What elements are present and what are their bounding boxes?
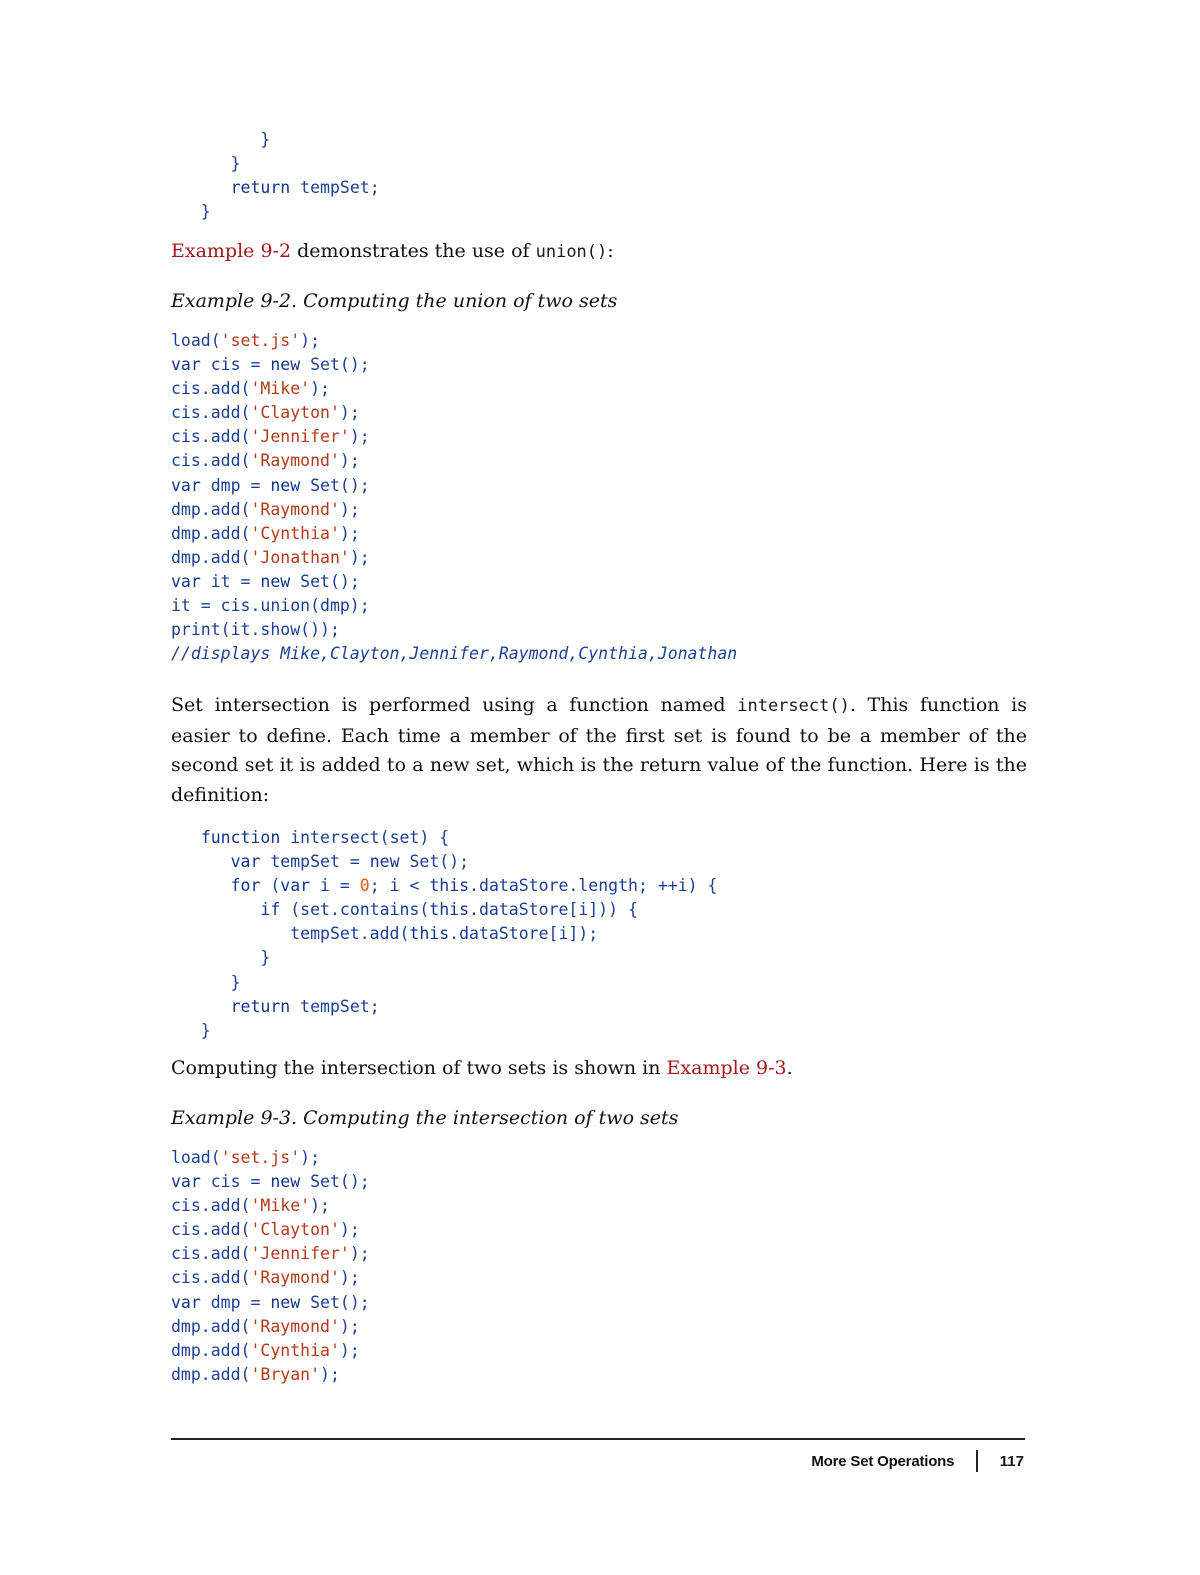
code-token: this xyxy=(429,900,470,920)
code-token: for xyxy=(230,876,261,896)
code-token: 'set.js' xyxy=(220,331,301,350)
code-token: var xyxy=(171,355,201,375)
code-token xyxy=(171,900,260,919)
code-line xyxy=(171,425,737,449)
code-token: ); xyxy=(310,379,330,399)
code-token: ); xyxy=(339,403,360,423)
code-block-intersect-definition xyxy=(171,826,717,1043)
code-token: ); xyxy=(320,1364,340,1384)
caption-example-9-2: Example 9-2. Computing the union of two sets xyxy=(171,290,618,312)
code-token: i = xyxy=(310,876,360,896)
code-token: var xyxy=(280,876,311,896)
code-block-example-9-2 xyxy=(171,329,737,666)
code-line xyxy=(171,850,717,874)
code-token: 'Raymond' xyxy=(250,1268,340,1288)
inline-code-union: union() xyxy=(535,242,608,262)
code-token: var xyxy=(171,1292,201,1312)
code-line xyxy=(171,329,737,353)
code-token: function xyxy=(200,828,281,847)
code-token: this xyxy=(409,924,450,944)
code-token: new xyxy=(369,852,400,872)
paragraph-text-end: : xyxy=(607,240,614,262)
code-token: 'Jennifer' xyxy=(250,1244,350,1264)
code-line xyxy=(171,594,737,618)
code-token: Set(); xyxy=(300,1292,370,1312)
code-line xyxy=(171,946,717,970)
code-token: Set(); xyxy=(300,475,370,495)
code-token: 'Raymond' xyxy=(250,451,340,471)
page-number: 117 xyxy=(999,1452,1024,1470)
code-token xyxy=(171,828,201,847)
code-token xyxy=(171,997,231,1016)
inline-code-intersect: intersect() xyxy=(737,696,850,716)
cross-reference-example-9-3[interactable]: Example 9-3 xyxy=(666,1057,787,1079)
code-token: cis.add( xyxy=(171,451,251,471)
code-token: cis.add( xyxy=(171,379,251,399)
code-token: dmp.add( xyxy=(171,1340,251,1360)
code-token: dmp.add( xyxy=(171,523,251,543)
code-token: 'Jennifer' xyxy=(250,427,350,447)
code-token: ); xyxy=(349,547,370,567)
code-line xyxy=(171,1242,370,1266)
code-line xyxy=(171,474,737,498)
code-token: ; i < xyxy=(369,876,430,896)
code-token: ); xyxy=(300,331,321,350)
code-token xyxy=(171,852,231,871)
code-line xyxy=(171,1019,717,1043)
code-token: tempSet; xyxy=(290,996,380,1016)
code-token: Set(); xyxy=(290,571,360,591)
footer-divider xyxy=(976,1450,978,1472)
code-token: tempSet.add( xyxy=(171,924,410,944)
paragraph-union-intro xyxy=(171,240,1027,262)
code-token: Set(); xyxy=(300,355,370,375)
code-line xyxy=(171,618,737,642)
code-token: var xyxy=(171,571,201,591)
code-token: ); xyxy=(349,1244,370,1264)
code-token: ); xyxy=(339,499,360,519)
code-token: dmp.add( xyxy=(171,499,251,519)
code-token: ); xyxy=(339,1268,360,1288)
code-token: it = xyxy=(200,571,261,591)
paragraph-text-rest: . This function is easier to define. Each time a member of the first set is found to be a member of the second set it is added to a new set, which is the return value of the function. Here is the definition: xyxy=(171,694,1027,807)
code-token: intersect(set) { xyxy=(280,828,450,847)
code-line xyxy=(171,353,737,377)
code-line xyxy=(171,922,717,946)
code-line xyxy=(171,642,737,666)
code-token: ); xyxy=(339,1340,360,1360)
paragraph-intersect-example xyxy=(171,1057,1027,1079)
code-token: ); xyxy=(300,1148,321,1167)
code-token: return xyxy=(230,996,291,1016)
code-line xyxy=(171,1339,370,1363)
code-token: if xyxy=(260,900,281,920)
code-line xyxy=(171,498,737,522)
footer-rule xyxy=(171,1438,1025,1440)
code-line xyxy=(171,971,717,995)
code-token: var xyxy=(171,475,201,495)
code-token: } xyxy=(171,972,241,992)
code-token: dmp.add( xyxy=(171,1364,251,1384)
code-line xyxy=(171,1266,370,1290)
code-line xyxy=(171,874,717,898)
code-line xyxy=(171,995,717,1019)
code-line xyxy=(171,1363,370,1387)
code-line xyxy=(171,1194,370,1218)
code-token: new xyxy=(260,571,291,591)
code-line xyxy=(171,176,380,200)
code-line xyxy=(171,1291,370,1315)
code-token: } xyxy=(171,202,211,222)
caption-example-9-3: Example 9-3. Computing the intersection of two sets xyxy=(171,1107,679,1129)
code-line xyxy=(171,152,380,176)
code-token: cis.add( xyxy=(171,1244,251,1264)
code-token: var xyxy=(230,852,261,872)
code-line xyxy=(171,1146,370,1170)
code-line xyxy=(171,1170,370,1194)
code-line xyxy=(171,570,737,594)
code-token: var xyxy=(171,1172,201,1192)
code-line xyxy=(171,200,380,224)
paragraph-text: Computing the intersection of two sets is shown in xyxy=(171,1057,667,1079)
code-token: cis.add( xyxy=(171,403,251,423)
cross-reference-example-9-2[interactable]: Example 9-2 xyxy=(171,240,292,262)
code-token: 'Clayton' xyxy=(250,1220,340,1240)
code-token: ); xyxy=(339,1316,360,1336)
code-token: tempSet = xyxy=(260,852,370,872)
code-line xyxy=(171,401,737,425)
code-block-example-9-3 xyxy=(171,1146,370,1387)
code-token: 'Cynthia' xyxy=(250,523,340,543)
code-block-union-tail xyxy=(171,128,380,224)
code-token: .dataStore.length; ++i) { xyxy=(469,876,718,896)
code-token: .dataStore[i])) { xyxy=(469,900,638,920)
code-token: ); xyxy=(349,427,370,447)
code-token: } xyxy=(171,154,241,174)
code-line xyxy=(171,522,737,546)
code-token: return xyxy=(230,178,291,198)
code-line xyxy=(171,898,717,922)
code-token: ); xyxy=(339,451,360,471)
code-token: (set.contains( xyxy=(280,900,430,920)
code-token: dmp.add( xyxy=(171,1316,251,1336)
code-token: this xyxy=(429,876,470,896)
code-token: new xyxy=(270,355,301,375)
code-token: } xyxy=(171,1020,211,1040)
code-token: ); xyxy=(339,1220,360,1240)
code-token: 'Raymond' xyxy=(250,1316,340,1336)
code-token: } xyxy=(171,948,271,968)
code-line xyxy=(171,1315,370,1339)
code-token: new xyxy=(270,1172,301,1192)
code-line xyxy=(171,449,737,473)
code-token: tempSet; xyxy=(290,178,380,198)
code-token: new xyxy=(270,1292,301,1312)
code-token: 'set.js' xyxy=(220,1148,301,1167)
code-token: Set(); xyxy=(399,852,470,872)
code-token: dmp.add( xyxy=(171,547,251,567)
code-token: 'Raymond' xyxy=(250,499,340,519)
code-token: ); xyxy=(339,523,360,543)
code-token: load( xyxy=(171,331,221,350)
code-token: it = cis.union(dmp); xyxy=(171,596,370,616)
code-token: .dataStore[i]); xyxy=(449,924,599,944)
code-line xyxy=(171,128,380,152)
code-token: 'Cynthia' xyxy=(250,1340,340,1360)
code-token: //displays Mike,Clayton,Jennifer,Raymond,Cynthia,Jonathan xyxy=(171,644,738,664)
code-token: } xyxy=(171,130,271,149)
code-token: print(it.show()); xyxy=(171,620,340,640)
code-token xyxy=(171,178,231,197)
code-token: 'Bryan' xyxy=(250,1364,321,1384)
code-token: ); xyxy=(310,1196,330,1216)
code-token: 'Jonathan' xyxy=(250,547,350,567)
code-token: Set(); xyxy=(300,1172,370,1192)
code-token: new xyxy=(270,475,301,495)
code-token: cis.add( xyxy=(171,1196,251,1216)
paragraph-text: demonstrates the use of xyxy=(291,240,536,262)
code-token xyxy=(171,876,231,895)
code-line xyxy=(171,1218,370,1242)
code-line xyxy=(171,546,737,570)
code-token: cis.add( xyxy=(171,1220,251,1240)
code-token: load( xyxy=(171,1148,221,1167)
code-token: ( xyxy=(260,876,281,896)
paragraph-text-end: . xyxy=(786,1057,793,1079)
paragraph-text: Set intersection is performed using a function named xyxy=(171,694,738,716)
code-token: cis.add( xyxy=(171,427,251,447)
code-token: cis.add( xyxy=(171,1268,251,1288)
code-token: dmp = xyxy=(200,1292,271,1312)
code-token: cis = xyxy=(200,1172,271,1192)
paragraph-intersect-intro xyxy=(171,691,1027,811)
code-line xyxy=(171,826,717,850)
footer-section-title: More Set Operations xyxy=(811,1452,955,1470)
code-token: cis = xyxy=(200,355,271,375)
code-token: 'Mike' xyxy=(250,1196,311,1216)
code-token: 'Mike' xyxy=(250,379,311,399)
code-token: 0 xyxy=(359,876,370,896)
code-line xyxy=(171,377,737,401)
page-footer xyxy=(811,1450,1024,1472)
code-token: dmp = xyxy=(200,475,271,495)
code-token: 'Clayton' xyxy=(250,403,340,423)
